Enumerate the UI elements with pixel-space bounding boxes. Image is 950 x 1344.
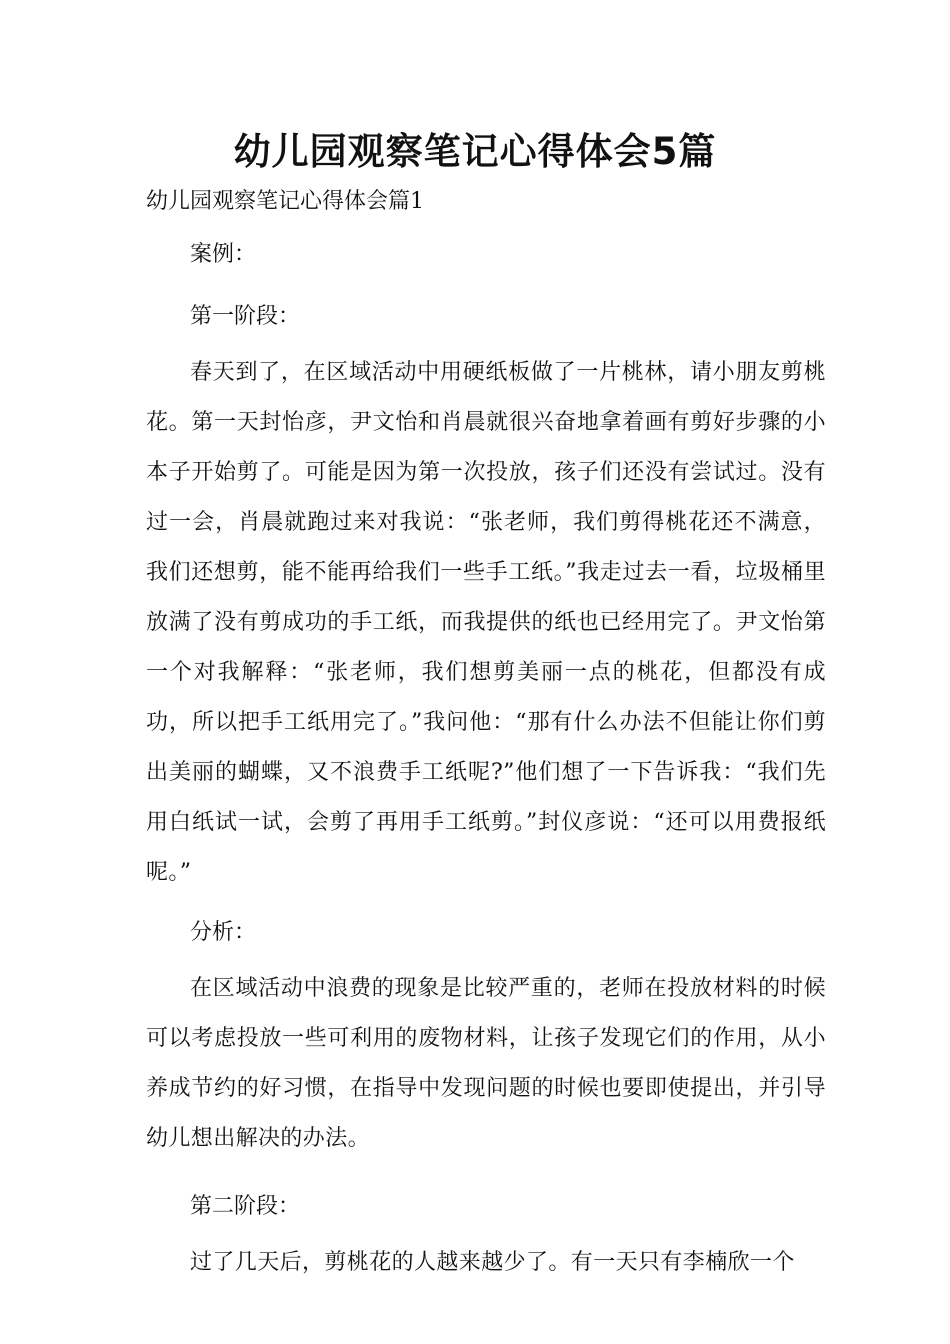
stage2-label: 第二阶段： (190, 1194, 301, 1219)
stage1-label: 第一阶段： (190, 304, 301, 329)
document-title: 幼儿园观察笔记心得体会5篇 (233, 130, 717, 173)
section-title: 幼儿园观察笔记心得体会篇1 (146, 189, 424, 214)
analysis-paragraph: 在区域活动中浪费的现象是比较严重的，老师在投放材料的时候可以考虑投放一些可利用的废物材料，让孩子发现它们的作用，从小养成节约的好习惯，在指导中发现问题的时候也要即使提出，并引导幼儿想出解决的办法。 (146, 976, 826, 1151)
document-body (146, 180, 826, 1288)
analysis-label: 分析： (190, 920, 257, 945)
case-label: 案例： (190, 242, 257, 267)
stage2-paragraph: 过了几天后，剪桃花的人越来越少了。有一天只有李楠欣一个 (190, 1250, 795, 1275)
stage1-paragraph: 春天到了，在区域活动中用硬纸板做了一片桃林，请小朋友剪桃花。第一天封怡彦，尹文怡和肖晨就很兴奋地拿着画有剪好步骤的小本子开始剪了。可能是因为第一次投放，孩子们还没有尝试过。没有过一会，肖晨就跑过来对我说：“张老师，我们剪得桃花还不满意，我们还想剪，能不能再给我们一些手工纸。”我走过去一看，垃圾桶里放满了没有剪成功的手工纸，而我提供的纸也已经用完了。尹文怡第一个对我解释：“张老师，我们想剪美丽一点的桃花，但都没有成功，所以把手工纸用完了。”我问他：“那有什么办法不但能让你们剪出美丽的蝴蝶，又不浪费手工纸呢?”他们想了一下告诉我：“我们先用白纸试一试，会剪了再用手工纸剪。”封仪彦说：“还可以用费报纸呢。” (146, 360, 826, 885)
